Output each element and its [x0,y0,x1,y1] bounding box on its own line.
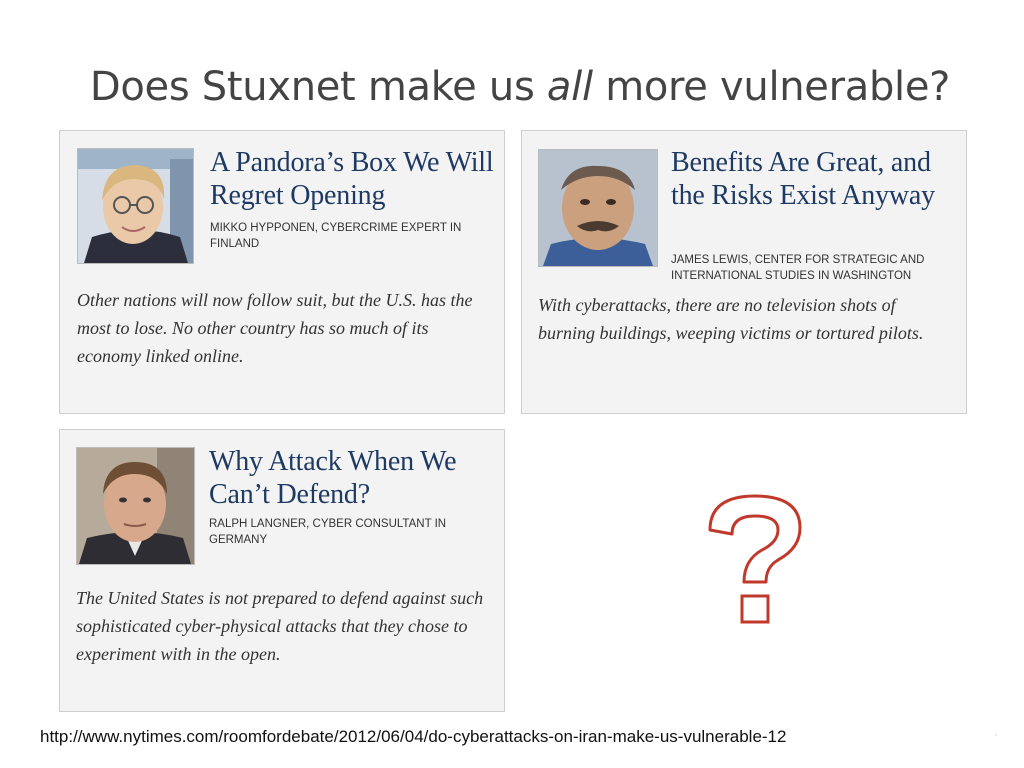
card-quote: Other nations will now follow suit, but the U.S. has the most to lose. No other country has so much of its economy linked online. [77,290,473,366]
portrait-photo-hypponen [77,148,194,264]
card-quote: The United States is not prepared to defend against such sophisticated cyber-physical attacks that they chose to experiment with in the open. [76,588,484,664]
card-quote: With cyberattacks, there are no television shots of burning buildings, weeping victims or tortured pilots. [538,295,924,343]
card-headline[interactable]: Benefits Are Great, and the Risks Exist Anyway [671,147,935,211]
debate-card-lewis [521,130,967,414]
card-byline: RALPH LANGNER, CYBER CONSULTANT IN GERMANY [209,518,447,546]
title-text-before: Does Stuxnet make us [89,64,535,110]
card-byline: MIKKO HYPPONEN, CYBERCRIME EXPERT IN FINLAND [210,222,462,250]
debate-card-langner [59,429,505,712]
debate-card-hypponen [59,130,505,414]
portrait-photo-lewis [538,149,658,267]
slide-title [0,64,1024,110]
portrait-photo-langner [76,447,195,565]
card-headline[interactable]: A Pandora’s Box We Will Regret Opening [210,147,494,211]
source-url-link[interactable]: http://www.nytimes.com/roomfordebate/2012/06/04/do-cyberattacks-on-iran-make-us-vulnerable-12 [40,727,787,746]
question-mark-icon [700,490,810,630]
title-text-after: more vulnerable? [605,64,951,110]
slide-number-mark: · [994,727,998,741]
card-byline: JAMES LEWIS, CENTER FOR STRATEGIC AND INTERNATIONAL STUDIES IN WASHINGTON [671,254,925,282]
card-headline[interactable]: Why Attack When We Can’t Defend? [209,446,457,510]
title-emphasis: all [546,64,593,110]
